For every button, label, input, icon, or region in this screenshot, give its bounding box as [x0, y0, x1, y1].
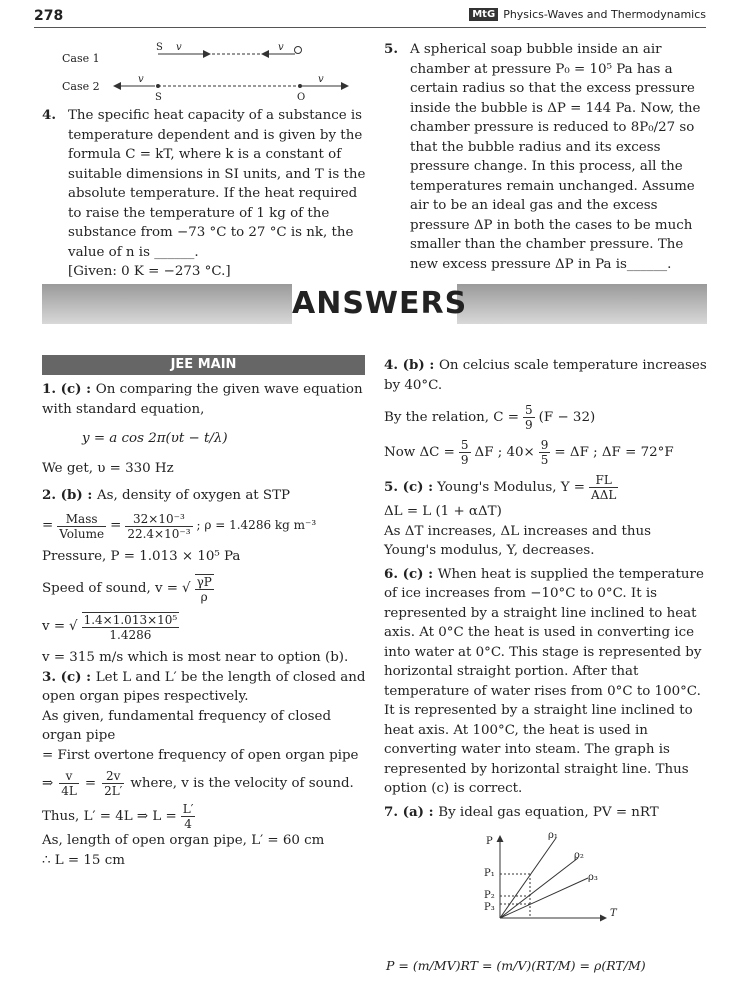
a7-text: By ideal gas equation, PV = nRT — [438, 804, 659, 820]
publisher-logo: MtG — [469, 8, 498, 21]
a5-dl: ΔL = L (1 + αΔT) — [384, 504, 502, 519]
a2-sound-eq: Speed of sound, v = √ $\frac{\gamma P}{\rho}$ — [42, 575, 212, 604]
a4-head: 4. (b) : — [384, 357, 439, 373]
running-head — [469, 8, 706, 21]
a3-line2: = First overtone frequency of open organ pipe — [42, 747, 359, 763]
a2-volume: Volume — [59, 526, 105, 541]
answers-title: ANSWERS — [292, 278, 457, 332]
a1-text: On comparing the given wave equation with standard equation, — [42, 382, 363, 417]
a2-rho-num: 32×10⁻³ — [125, 512, 192, 527]
case1-v2: v — [278, 42, 284, 53]
a4-now3: = ΔF ; ΔF = 72°F — [554, 444, 674, 460]
a5-young — [384, 473, 707, 502]
case2-o: O — [297, 92, 306, 103]
answers-left — [42, 380, 367, 870]
a3-freq-eq: ⇒ $\frac{v}{4L}$ = $\frac{2v}{2L'}$ where, v is the velocity of sound. — [42, 769, 354, 798]
case2-v2: v — [318, 74, 324, 85]
answer-6 — [384, 565, 707, 799]
a4-now: Now ΔC = — [384, 444, 455, 460]
q5-text: A spherical soap bubble inside an air chamber at pressure P₀ = 10⁵ Pa has a certain radius so that the excess pressure inside the bubble is ΔP = 144 Pa. Now, the chamber pressure is reduced to 8P₀/27 so that the bubble radius and its excess pressure change. In this process, all the temperatures remain unchanged. Assume air to be an ideal gas and the excess pressure ΔP in both the cases to be much smaller than the chamber pressure. The new excess pressure ΔP in Pa is______. — [410, 42, 701, 272]
header-rule — [34, 27, 706, 28]
a1-equation: y = a cos 2π(υt − t/λ) — [82, 431, 228, 446]
case2-s: S — [155, 92, 162, 103]
graph-P2: P₂ — [484, 890, 495, 901]
graph-P3: P₃ — [484, 902, 495, 913]
a3-head: 3. (c) : — [42, 668, 96, 685]
a2-sound-den: ρ — [200, 590, 208, 604]
a2-head: 2. (b) : — [42, 487, 97, 503]
a2-v-eq: v = √ $\frac{\text{1.4×1.013×10⁵}}{1.4286}$ — [42, 613, 178, 642]
a3-thus: Thus, L′ = 4L ⇒ L = $\frac{L'}{4}$ — [42, 802, 194, 831]
a2-sound-label: Speed of sound, v = — [42, 581, 179, 597]
a4-rel: By the relation, C = — [384, 409, 520, 425]
a5-head: 5. (c) : — [384, 478, 434, 495]
a2-density-eq: = $\frac{\text{Mass}}{\text{Volume}}$ = $\frac{\text{32×10⁻³}}{\text{22.4×10⁻³}}$ ; ρ = 1.4286 kg m⁻³ — [42, 511, 317, 541]
graph-rho2: ρ₂ — [574, 850, 584, 861]
a2-rho-den: 22.4×10⁻³ — [127, 526, 191, 541]
case1-label: Case 1 — [62, 52, 100, 65]
a3-text: Let L and L′ be the length of closed and open organ pipes respectively. — [42, 669, 366, 704]
a2-pressure: Pressure, P = 1.013 × 10⁵ Pa — [42, 548, 241, 564]
a6-head: 6. (c) : — [384, 565, 438, 582]
a6-text: When heat is supplied the temperature of ice increases from −10°C to 0°C. It is represented by a straight line inclined to heat axis. At 0°C the heat is used in converting ice into water at 0°C. This stage is represented by horizontal straight portion. After that temperature of water rises from 0°C to 100°C. It is represented by a straight line inclined to heat axis. At 100°C, the heat is used in converting water into steam. The graph is represented by horizontal straight line. Thus option (c) is correct. — [384, 566, 704, 796]
q4-number: 4. — [42, 107, 56, 123]
graph-t-label: T — [610, 908, 617, 919]
a3-line6: ∴ L = 15 cm — [42, 852, 125, 868]
page-number: 278 — [34, 8, 64, 24]
a2-final: v = 315 m/s which is most near to option (b). — [42, 650, 349, 665]
a1-head: 1. (c) : — [42, 381, 96, 397]
a2-v-num: 1.4×1.013×10⁵ — [83, 613, 178, 627]
a2-rho-result: ; ρ = 1.4286 kg m⁻³ — [196, 518, 317, 533]
a3-line5: As, length of open organ pipe, L′ = 60 cm — [42, 833, 325, 848]
q4-given: [Given: 0 K = −273 °C.] — [68, 264, 231, 279]
a2-mass: Mass — [57, 512, 106, 527]
a4-rel2: (F − 32) — [538, 409, 596, 425]
case2-label: Case 2 — [62, 80, 100, 93]
a4-relation: By the relation, C = $\frac{5}{9}$ (F − 32) — [384, 403, 596, 432]
a4-now: Now ΔC = $\frac{5}{9}$ ΔF ; 40× $\frac{9}{5}$ = ΔF ; ΔF = 72°F — [384, 438, 674, 467]
a3-line3: where, v is the velocity of sound. — [130, 775, 354, 791]
case-arrows-svg — [110, 40, 360, 102]
answer-5 — [384, 473, 707, 561]
graph-rho3: ρ₃ — [588, 872, 598, 883]
answer-3 — [42, 668, 367, 871]
q5-number: 5. — [384, 41, 398, 57]
section-jee-main: JEE MAIN — [42, 355, 365, 375]
answers-right — [384, 356, 707, 822]
a2-v-den: 1.4286 — [109, 628, 152, 642]
book-title: Physics-Waves and Thermodynamics — [503, 8, 706, 21]
line-rho1 — [500, 838, 556, 918]
question-4 — [42, 106, 367, 282]
a3-line1: As given, fundamental frequency of closed organ pipe — [42, 708, 332, 743]
graph-P1: P₁ — [484, 868, 495, 879]
a3-line4: Thus, L′ = 4L ⇒ L = — [42, 808, 177, 824]
a4-now2: ΔF ; 40× — [474, 444, 535, 460]
graph-p-label: P — [486, 836, 493, 847]
answer-4 — [384, 356, 707, 467]
answer-7 — [384, 803, 707, 823]
a1-result: We get, υ = 330 Hz — [42, 460, 174, 476]
a2-text: As, density of oxygen at STP — [96, 488, 291, 503]
a5-conclusion: As ΔT increases, ΔL increases and thus Young's modulus, Y, decreases. — [384, 523, 651, 558]
a4-text: On celcius scale temperature increases by 40°C. — [384, 358, 707, 393]
question-5 — [384, 40, 707, 274]
case1-s: S — [156, 42, 163, 53]
a7-head: 7. (a) : — [384, 803, 439, 820]
answers-banner — [42, 270, 707, 338]
answer-1 — [42, 380, 367, 478]
case2-v: v — [138, 74, 144, 85]
q4-text: The specific heat capacity of a substance is temperature dependent and is given by the formula C = kT, where k is a constant of suitable dimensions in SI units, and T is the absolute temperature. If the heat required to raise the temperature of 1 kg of the substance from −73 °C to 27 °C is nk, the value of n is ______. — [68, 108, 366, 260]
graph-rho1: ρ₁ — [548, 830, 558, 841]
answer-2 — [42, 486, 367, 668]
a5-text: Young's Modulus, Y = — [437, 479, 586, 495]
a5-y-den: AΔL — [591, 488, 617, 502]
a2-sound-num: γP — [196, 575, 212, 589]
a5-y-num: FL — [589, 473, 618, 488]
case1-v: v — [176, 42, 182, 53]
a7-final: P = (m/MV)RT = (m/V)(RT/M) = ρ(RT/M) — [386, 958, 646, 973]
page-header — [0, 0, 746, 28]
